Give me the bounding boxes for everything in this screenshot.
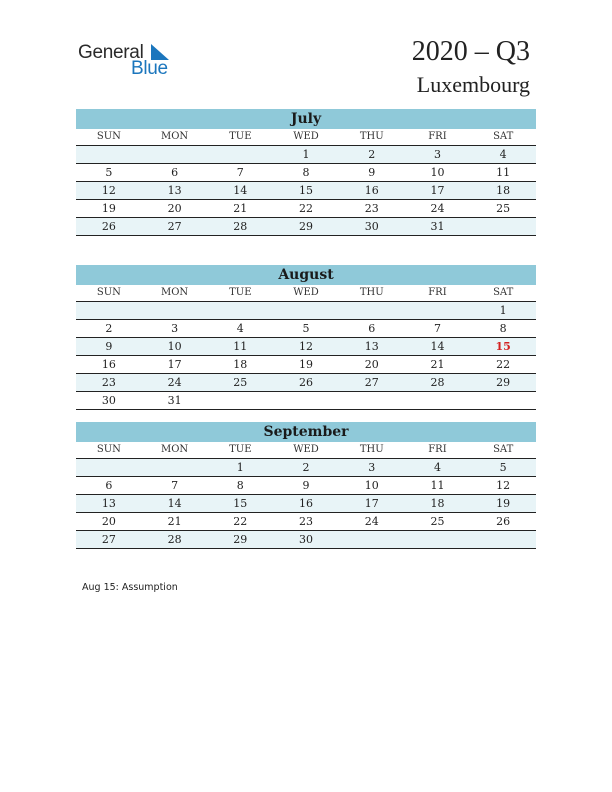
weekday-label: SAT — [493, 444, 514, 455]
weekday-label: THU — [359, 444, 384, 455]
day-cell: 21 — [167, 515, 182, 528]
day-cell — [339, 531, 405, 548]
day-cell: 27 — [364, 376, 379, 389]
logo-text-blue: Blue — [131, 58, 168, 79]
day-cell: 25 — [430, 515, 445, 528]
day-cell: 27 — [101, 533, 116, 546]
weekday-label: MON — [160, 287, 189, 298]
day-cell — [142, 459, 208, 476]
weekday-label: FRI — [428, 444, 447, 455]
day-cell: 15 — [299, 184, 314, 197]
day-cell: 29 — [496, 376, 511, 389]
day-cell: 11 — [496, 166, 511, 179]
country-title: Luxembourg — [416, 72, 530, 97]
week-row — [76, 392, 536, 410]
day-cell: 30 — [101, 394, 116, 407]
day-cell: 8 — [302, 166, 310, 179]
day-cell: 3 — [171, 322, 179, 335]
day-cell — [273, 302, 339, 319]
day-cell: 27 — [167, 220, 182, 233]
weekday-label: SAT — [493, 131, 514, 142]
day-cell: 23 — [299, 515, 314, 528]
month-name: August — [76, 265, 536, 285]
day-cell: 2 — [105, 322, 113, 335]
weekday-label: WED — [293, 444, 319, 455]
day-cell: 28 — [430, 376, 445, 389]
day-cell: 10 — [430, 166, 445, 179]
week-row — [76, 164, 536, 182]
week-row — [76, 513, 536, 531]
month-name: July — [76, 109, 536, 129]
day-cell: 30 — [364, 220, 379, 233]
day-cell — [405, 531, 471, 548]
day-cell: 26 — [299, 376, 314, 389]
day-cell: 10 — [364, 479, 379, 492]
weekday-label: MON — [160, 444, 189, 455]
weekday-label: WED — [293, 131, 319, 142]
generalblue-logo — [78, 40, 198, 80]
day-cell — [405, 302, 471, 319]
day-cell: 20 — [101, 515, 116, 528]
day-cell: 22 — [299, 202, 314, 215]
weekday-header-row — [76, 129, 536, 146]
weekday-label: WED — [293, 287, 319, 298]
weekday-label: TUE — [229, 131, 252, 142]
weekday-header-row — [76, 285, 536, 302]
weekday-label: FRI — [428, 131, 447, 142]
day-cell — [339, 302, 405, 319]
weekday-label: SUN — [96, 444, 121, 455]
day-cell: 19 — [101, 202, 116, 215]
day-cell: 18 — [496, 184, 511, 197]
day-cell: 13 — [101, 497, 116, 510]
day-cell: 2 — [368, 148, 376, 161]
week-row — [76, 495, 536, 513]
day-cell: 16 — [364, 184, 379, 197]
day-cell: 13 — [167, 184, 182, 197]
day-cell: 29 — [233, 533, 248, 546]
day-cell: 10 — [167, 340, 182, 353]
day-cell: 9 — [105, 340, 113, 353]
week-row — [76, 200, 536, 218]
holiday-day-cell: 15 — [495, 340, 511, 353]
day-cell: 22 — [496, 358, 511, 371]
weekday-label: TUE — [229, 444, 252, 455]
day-cell — [405, 392, 471, 409]
day-cell: 28 — [233, 220, 248, 233]
day-cell: 31 — [167, 394, 182, 407]
day-cell: 29 — [299, 220, 314, 233]
month-calendar-july — [76, 109, 536, 236]
day-cell: 4 — [433, 461, 441, 474]
day-cell: 17 — [364, 497, 379, 510]
day-cell: 14 — [233, 184, 248, 197]
weekday-label: TUE — [229, 287, 252, 298]
logo-text-general: General — [78, 42, 144, 63]
week-row — [76, 338, 536, 356]
day-cell — [207, 302, 273, 319]
day-cell — [470, 392, 536, 409]
day-cell: 3 — [433, 148, 441, 161]
day-cell — [470, 218, 536, 235]
day-cell: 20 — [364, 358, 379, 371]
day-cell: 6 — [105, 479, 113, 492]
day-cell: 1 — [499, 304, 507, 317]
day-cell: 28 — [167, 533, 182, 546]
week-row — [76, 182, 536, 200]
day-cell: 16 — [101, 358, 116, 371]
day-cell: 13 — [364, 340, 379, 353]
day-cell: 9 — [302, 479, 310, 492]
day-cell: 24 — [167, 376, 182, 389]
day-cell — [76, 302, 142, 319]
day-cell: 8 — [499, 322, 507, 335]
holiday-note: Aug 15: Assumption — [82, 582, 178, 593]
day-cell: 6 — [368, 322, 376, 335]
day-cell — [76, 459, 142, 476]
weekday-label: THU — [359, 287, 384, 298]
day-cell — [273, 392, 339, 409]
day-cell — [339, 392, 405, 409]
week-row — [76, 374, 536, 392]
day-cell: 26 — [101, 220, 116, 233]
day-cell: 15 — [233, 497, 248, 510]
day-cell: 16 — [299, 497, 314, 510]
day-cell: 23 — [101, 376, 116, 389]
day-cell: 3 — [368, 461, 376, 474]
week-row — [76, 218, 536, 236]
year-quarter-title: 2020 – Q3 — [411, 36, 530, 67]
day-cell — [76, 146, 142, 163]
day-cell: 12 — [299, 340, 314, 353]
day-cell: 30 — [299, 533, 314, 546]
day-cell: 17 — [430, 184, 445, 197]
weekday-label: THU — [359, 131, 384, 142]
day-cell: 2 — [302, 461, 310, 474]
weekday-header-row — [76, 442, 536, 459]
day-cell: 17 — [167, 358, 182, 371]
day-cell: 4 — [236, 322, 244, 335]
weekday-label: SAT — [493, 287, 514, 298]
day-cell: 23 — [364, 202, 379, 215]
day-cell: 7 — [236, 166, 244, 179]
day-cell: 5 — [302, 322, 310, 335]
day-cell: 21 — [233, 202, 248, 215]
week-row — [76, 531, 536, 549]
week-row — [76, 459, 536, 477]
month-calendar-september — [76, 422, 536, 549]
day-cell: 12 — [496, 479, 511, 492]
day-cell: 22 — [233, 515, 248, 528]
day-cell: 19 — [299, 358, 314, 371]
day-cell: 14 — [430, 340, 445, 353]
day-cell: 7 — [171, 479, 179, 492]
day-cell: 25 — [496, 202, 511, 215]
weekday-label: FRI — [428, 287, 447, 298]
day-cell: 5 — [105, 166, 113, 179]
weekday-label: SUN — [96, 131, 121, 142]
day-cell — [207, 392, 273, 409]
day-cell: 25 — [233, 376, 248, 389]
day-cell: 24 — [430, 202, 445, 215]
day-cell: 5 — [499, 461, 507, 474]
day-cell — [207, 146, 273, 163]
day-cell: 12 — [101, 184, 116, 197]
day-cell: 20 — [167, 202, 182, 215]
day-cell — [470, 531, 536, 548]
day-cell: 7 — [433, 322, 441, 335]
day-cell: 31 — [430, 220, 445, 233]
month-name: September — [76, 422, 536, 442]
week-row — [76, 146, 536, 164]
day-cell: 14 — [167, 497, 182, 510]
day-cell: 24 — [364, 515, 379, 528]
day-cell: 18 — [430, 497, 445, 510]
week-row — [76, 302, 536, 320]
day-cell: 8 — [236, 479, 244, 492]
day-cell: 19 — [496, 497, 511, 510]
weekday-label: MON — [160, 131, 189, 142]
week-row — [76, 356, 536, 374]
day-cell: 21 — [430, 358, 445, 371]
day-cell: 6 — [171, 166, 179, 179]
day-cell: 9 — [368, 166, 376, 179]
week-row — [76, 320, 536, 338]
day-cell: 11 — [233, 340, 248, 353]
week-row — [76, 477, 536, 495]
day-cell: 4 — [499, 148, 507, 161]
weekday-label: SUN — [96, 287, 121, 298]
day-cell: 26 — [496, 515, 511, 528]
day-cell: 1 — [236, 461, 244, 474]
day-cell: 11 — [430, 479, 445, 492]
day-cell — [142, 146, 208, 163]
day-cell: 18 — [233, 358, 248, 371]
day-cell — [142, 302, 208, 319]
day-cell: 1 — [302, 148, 310, 161]
month-calendar-august — [76, 265, 536, 410]
